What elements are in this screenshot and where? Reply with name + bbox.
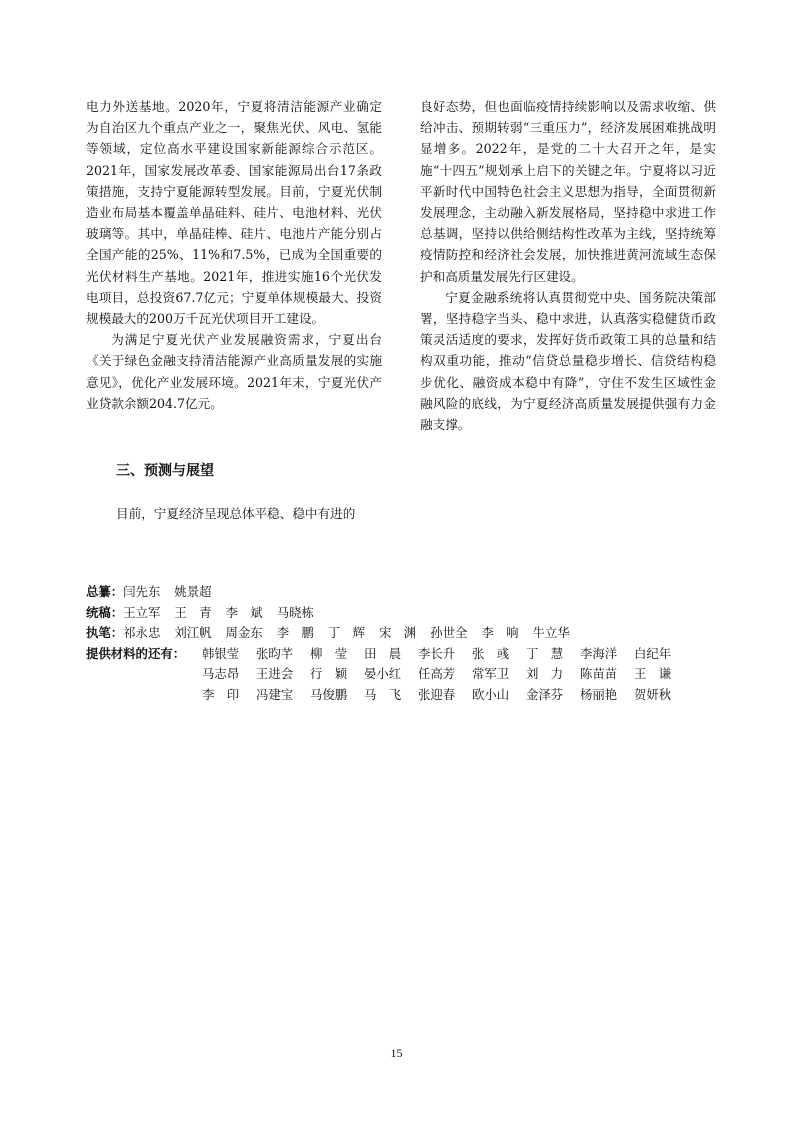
chief-editors-line bbox=[86, 582, 726, 603]
contributor-name: 马志昂 bbox=[202, 666, 240, 681]
contributors-label: 提供材料的还有： bbox=[86, 645, 186, 661]
contributor-name: 马 飞 bbox=[364, 686, 402, 702]
contributor-name: 金泽芬 bbox=[526, 686, 564, 702]
contributor-name: 李 印 bbox=[202, 686, 240, 702]
contributor-name: 张 彧 bbox=[472, 645, 510, 661]
writer-name: 李 鹏 bbox=[276, 625, 314, 640]
writer-name: 周金东 bbox=[225, 625, 263, 640]
contributor-name: 李长升 bbox=[418, 645, 456, 661]
contributor-name: 白纪年 bbox=[634, 645, 672, 661]
contributor-name: 欧小山 bbox=[472, 686, 510, 702]
editor-name: 李 斌 bbox=[225, 604, 263, 620]
editor-name: 王立军 bbox=[123, 604, 161, 620]
contributor-name: 韩银莹 bbox=[202, 645, 240, 661]
contributor-name: 李海洋 bbox=[580, 645, 618, 661]
writers-label: 执笔： bbox=[86, 625, 124, 640]
section-heading: 三、预测与展望 bbox=[116, 463, 214, 479]
editors-line bbox=[86, 603, 726, 624]
contributor-name: 马俊鹏 bbox=[310, 686, 348, 702]
writer-name: 祁永忠 bbox=[123, 625, 161, 640]
editor-name: 马晓栋 bbox=[276, 604, 314, 620]
contributor-name: 贺妍秋 bbox=[634, 686, 672, 702]
credits-block bbox=[86, 582, 726, 705]
writer-name: 牛立华 bbox=[532, 625, 570, 640]
contributor-name: 陈苗苗 bbox=[580, 666, 618, 681]
contributor-name: 王进会 bbox=[256, 666, 294, 681]
page-number: 15 bbox=[390, 1046, 403, 1060]
right-column bbox=[420, 96, 716, 435]
editor-name: 王 青 bbox=[174, 604, 212, 620]
contributor-name: 晏小红 bbox=[364, 666, 402, 681]
contributors-block bbox=[86, 644, 726, 706]
contributors-grid bbox=[202, 644, 688, 706]
editors-label: 统稿： bbox=[86, 604, 124, 620]
chief-editors-label: 总纂： bbox=[86, 584, 124, 599]
writer-name: 李 响 bbox=[481, 625, 519, 640]
contributor-name: 常军卫 bbox=[472, 666, 510, 681]
contributor-name: 杨丽艳 bbox=[580, 686, 618, 702]
writer-name: 刘江帆 bbox=[174, 625, 212, 640]
contributor-name: 冯建宝 bbox=[256, 686, 294, 702]
contributor-name: 张迎春 bbox=[418, 686, 456, 702]
right-paragraph-2: 宁夏金融系统将认真贯彻党中央、国务院决策部署，坚持稳字当头、稳中求进，认真落实稳健货币政策灵活适度的要求，发挥好货币政策工具的总量和结构双重功能，推动“信贷总量稳步增长、信贷结构稳步优化、融资成本稳中有降”，守住不发生区域性金融风险的底线，为宁夏经济高质量发展提供强有力金融支撑。 bbox=[420, 289, 716, 433]
right-paragraph-1: 良好态势，但也面临疫情持续影响以及需求收缩、供给冲击、预期转弱“三重压力”，经济发展困难挑战明显增多。2022年，是党的二十大召开之年，是实施“十四五”规划承上启下的关键之年。宁夏将以习近平新时代中国特色社会主义思想为指导，全面贯彻新发展理念，主动融入新发展格局，坚持稳中求进工作总基调，坚持以供给侧结构性改革为主线，坚持统筹疫情防控和经济社会发展，加快推进黄河流域生态保护和高质量发展先行区建设。 bbox=[420, 99, 716, 284]
section-lead-text: 目前，宁夏经济呈现总体平稳、稳中有进的 bbox=[116, 506, 356, 521]
chief-editor-name: 闫先东 bbox=[123, 584, 161, 599]
contributor-name: 行 颖 bbox=[310, 666, 348, 681]
contributor-name: 王 谦 bbox=[634, 666, 672, 681]
left-paragraph-1: 电力外送基地。2020年，宁夏将清洁能源产业确定为自治区九个重点产业之一，聚焦光伏、风电、氢能等领域，定位高水平建设国家新能源综合示范区。2021年，国家发展改革委、国家能源局出台17条政策措施，支持宁夏能源转型发展。目前，宁夏光伏制造业布局基本覆盖单晶硅料、硅片、电池材料、光伏玻璃等。其中，单晶硅棒、硅片、电池片产能分别占全国产能的25%、11%和7.5%，已成为全国重要的光伏材料生产基地。2021年，推进实施16个光伏发电项目，总投资67.7亿元；宁夏单体规模最大、投资规模最大的200万千瓦光伏项目开工建设。 bbox=[86, 99, 382, 327]
contributor-name: 任高芳 bbox=[418, 666, 456, 681]
writer-name: 宋 渊 bbox=[379, 625, 417, 640]
contributor-name: 刘 力 bbox=[526, 666, 564, 681]
writer-name: 孙世全 bbox=[430, 625, 468, 640]
writers-line bbox=[86, 623, 726, 644]
contributor-name: 柳 莹 bbox=[310, 645, 348, 661]
contributor-name: 丁 慧 bbox=[526, 645, 564, 661]
left-paragraph-2: 为满足宁夏光伏产业发展融资需求，宁夏出台《关于绿色金融支持清洁能源产业高质量发展的实施意见》，优化产业发展环境。2021年末，宁夏光伏产业贷款余额204.7亿元。 bbox=[86, 332, 382, 411]
chief-editor-name: 姚景超 bbox=[174, 584, 212, 599]
left-column bbox=[86, 96, 382, 414]
writer-name: 丁 辉 bbox=[327, 625, 366, 640]
contributor-name: 张昀芊 bbox=[256, 645, 294, 661]
contributor-name: 田 晨 bbox=[364, 645, 402, 661]
